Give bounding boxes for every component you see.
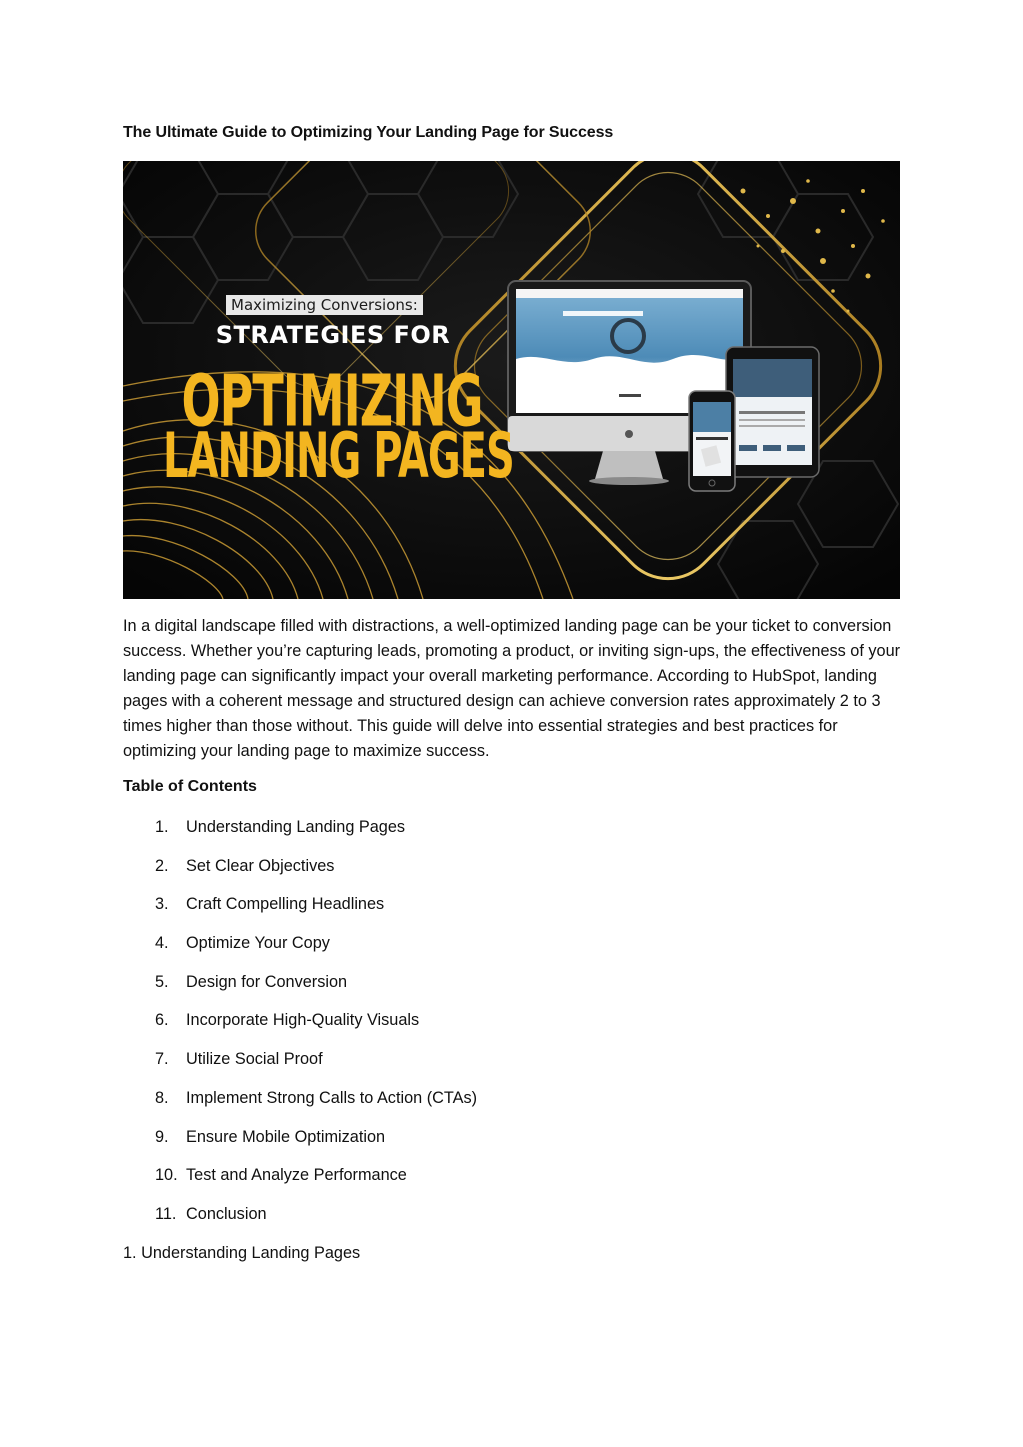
hero-headline-line3: LANDING PAGES: [163, 421, 514, 493]
document-title: The Ultimate Guide to Optimizing Your Landing Page for Success: [123, 124, 614, 141]
hero-kicker: Maximizing Conversions:: [226, 295, 423, 315]
toc-item-number: 11.: [155, 1204, 177, 1223]
hero-image: [123, 161, 900, 599]
toc-item-label: Craft Compelling Headlines: [186, 895, 385, 914]
hero-headline-line1: STRATEGIES FOR: [215, 321, 451, 349]
toc-item-label: Optimize Your Copy: [186, 934, 330, 953]
toc-item-number: 10.: [155, 1166, 178, 1185]
toc-item-label: Set Clear Objectives: [186, 856, 335, 875]
section-heading: 1. Understanding Landing Pages: [123, 1244, 361, 1262]
toc-heading: Table of Contents: [123, 778, 257, 795]
toc-item-label: Ensure Mobile Optimization: [186, 1127, 386, 1146]
toc-item-number: 3.: [155, 895, 169, 914]
toc-item-label: Design for Conversion: [186, 972, 348, 991]
toc-item-number: 8.: [155, 1088, 169, 1107]
toc-item-number: 1.: [155, 818, 169, 836]
toc-item-label: Incorporate High-Quality Visuals: [186, 1011, 420, 1030]
toc-item-label: Utilize Social Proof: [186, 1050, 323, 1069]
toc-item-label: Conclusion: [186, 1204, 267, 1223]
toc-item-number: 9.: [155, 1127, 169, 1146]
intro-paragraph: In a digital landscape filled with distractions, a well-optimized landing page can be your ticket to conversion success. Whether you’re capturing leads, promoting a product, or inviting sign-ups, the effectiveness of your landing page can significantly impact your overall marketing performance. According to HubSpot, landing pages with a coherent message and structured design can achieve conversion rates approximately 2 to 3 times higher than those without. This guide will delve into essential strategies and best practices for optimizing your landing page to maximize success.: [123, 617, 901, 760]
toc-item-label: Implement Strong Calls to Action (CTAs): [186, 1088, 478, 1107]
toc-item-number: 7.: [155, 1050, 169, 1069]
hero-headline-line2: OPTIMIZING: [181, 359, 483, 443]
toc-item-number: 5.: [155, 972, 169, 991]
toc-item-number: 2.: [155, 856, 169, 875]
hero-text-overlay: [123, 161, 900, 599]
toc-item-number: 4.: [155, 934, 169, 953]
toc-item-number: 6.: [155, 1011, 169, 1030]
toc-item-label: Understanding Landing Pages: [186, 818, 406, 836]
toc-item-label: Test and Analyze Performance: [186, 1166, 407, 1185]
